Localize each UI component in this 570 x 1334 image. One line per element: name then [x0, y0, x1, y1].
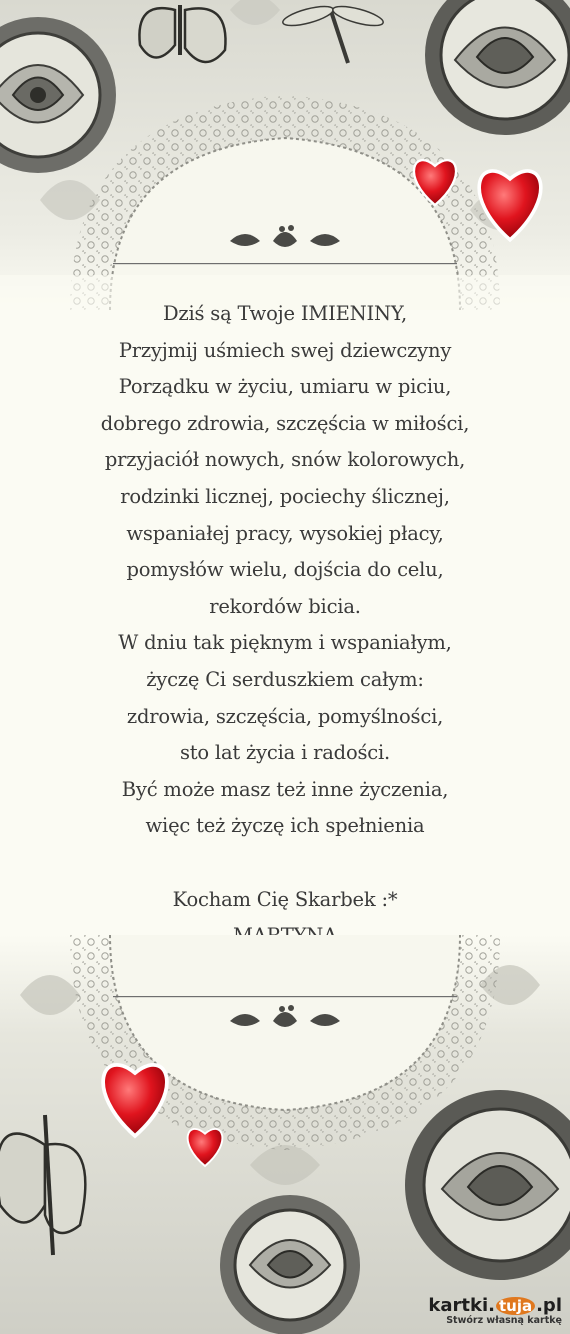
greeting-message: [0, 296, 570, 955]
message-line: życzę Ci serduszkiem całym:: [146, 667, 424, 691]
message-line: rodzinki licznej, pociechy ślicznej,: [120, 484, 450, 508]
message-line: pomysłów wielu, dojścia do celu,: [126, 558, 444, 582]
signature-line: Kocham Cię Skarbek :*: [172, 887, 398, 911]
brand-logo[interactable]: [428, 1295, 564, 1329]
message-line: rekordów bicia.: [209, 594, 361, 618]
message-line: Dziś są Twoje IMIENINY,: [162, 302, 408, 325]
brand-name: kartki. tuja .pl: [428, 1295, 562, 1316]
message-line: Porządku w życiu, umiaru w piciu,: [118, 375, 452, 399]
message-line: Być może masz też inne życzenia,: [121, 777, 449, 801]
message-line: dobrego zdrowia, szczęścia w miłości,: [100, 411, 470, 435]
top-decoration: [0, 0, 570, 310]
message-line: przyjaciół nowych, snów kolorowych,: [104, 448, 466, 472]
message-line: sto lat życia i radości.: [179, 741, 391, 765]
message-line: więc też życzę ich spełnienia: [145, 814, 425, 838]
brand-tagline: Stwórz własną kartkę: [446, 1315, 562, 1326]
message-line: wspaniałej pracy, wysokiej płacy,: [126, 521, 444, 545]
message-spacer: [0, 845, 570, 882]
message-line: zdrowia, szczęścia, pomyślności,: [126, 704, 444, 728]
rose-icon: [220, 1195, 360, 1334]
message-line: Przyjmij uśmiech swej dziewczyny: [118, 338, 452, 362]
message-line: W dniu tak pięknym i wspaniałym,: [118, 631, 452, 655]
bottom-decoration: [0, 935, 570, 1334]
